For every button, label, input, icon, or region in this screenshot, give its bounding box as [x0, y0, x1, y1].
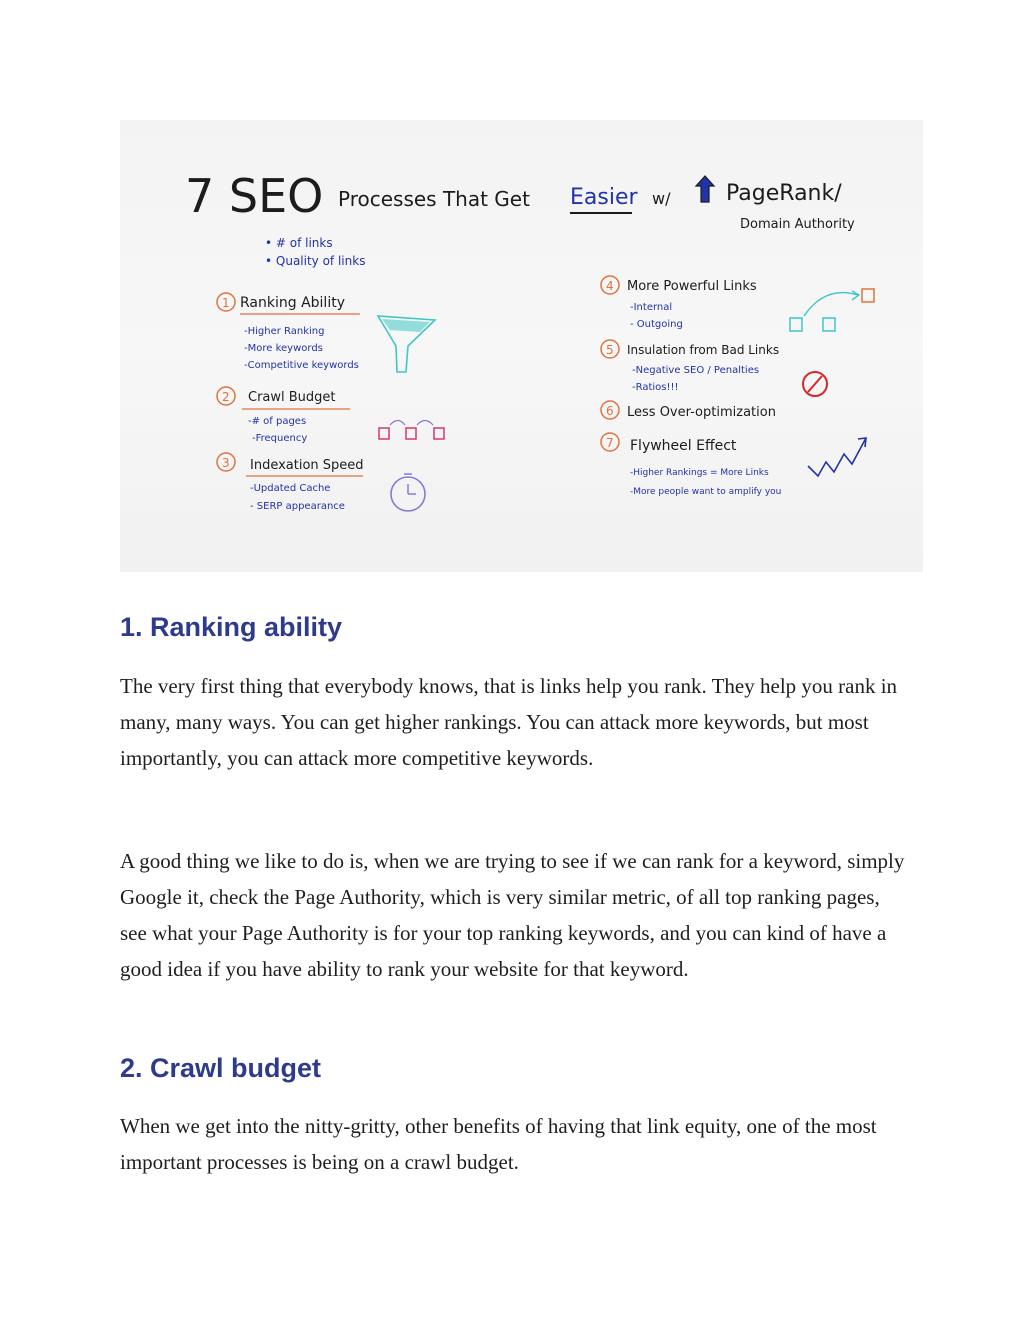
wb-title-rest: Processes That Get	[338, 187, 530, 211]
wb-title-domain: Domain Authority	[740, 217, 855, 232]
wb-item-4-sub-2: - Outgoing	[630, 319, 683, 330]
wb-title-easier: Easier	[570, 185, 638, 210]
wb-item-2-title: Crawl Budget	[248, 390, 336, 405]
wb-item-4-title: More Powerful Links	[627, 279, 757, 294]
wb-item-7	[601, 433, 781, 497]
up-arrow-icon	[696, 176, 714, 202]
wb-item-3	[217, 453, 364, 512]
wb-item-1-sub-2: -More keywords	[244, 343, 323, 354]
wb-item-5-sub-1: -Negative SEO / Penalties	[632, 365, 760, 376]
wb-item-5-title: Insulation from Bad Links	[627, 343, 780, 357]
wb-item-6	[601, 401, 776, 420]
wb-item-3-number: 3	[222, 456, 230, 470]
wb-item-1-sub-3: -Competitive keywords	[244, 360, 359, 371]
wb-item-5-number: 5	[606, 343, 614, 357]
wb-item-3-sub-2: - SERP appearance	[250, 501, 345, 512]
wb-title-with: w/	[652, 189, 671, 208]
paragraph-ranking-1: The very first thing that everybody knows, that is links help you rank. They help you rank in many, many ways. You can get higher rankings. You can attack more keywords, but most importantly, you can attack more competitive keywords.	[120, 674, 898, 770]
wb-bullet-1: • # of links	[265, 236, 333, 250]
link-flow-icon	[790, 289, 874, 331]
wb-item-1-title: Ranking Ability	[240, 295, 345, 311]
wb-item-1-sub-1: -Higher Ranking	[244, 326, 325, 337]
wb-item-2-number: 2	[222, 390, 230, 404]
wb-item-7-number: 7	[606, 436, 614, 450]
stopwatch-icon	[391, 474, 425, 511]
wb-item-7-title: Flywheel Effect	[630, 438, 737, 454]
wb-title-main: 7 SEO	[185, 169, 324, 223]
wb-bullet-2: • Quality of links	[265, 254, 366, 268]
wb-title-pagerank: PageRank/	[726, 181, 842, 206]
wb-item-3-title: Indexation Speed	[250, 458, 364, 473]
funnel-icon	[378, 316, 435, 372]
crawl-pages-icon	[379, 421, 444, 440]
wb-item-2-sub-2: -Frequency	[252, 433, 308, 444]
growth-zigzag-icon	[808, 438, 866, 476]
prohibited-icon	[803, 372, 827, 396]
wb-item-3-sub-1: -Updated Cache	[250, 483, 331, 494]
wb-item-4-number: 4	[606, 279, 614, 293]
wb-item-1-number: 1	[222, 296, 230, 310]
wb-item-4-sub-1: -Internal	[630, 302, 673, 313]
paragraph-crawl-1: When we get into the nitty-gritty, other benefits of having that link equity, one of the most important processes is being on a crawl budget.	[120, 1114, 877, 1174]
wb-item-1	[217, 293, 360, 371]
wb-item-4	[601, 276, 757, 330]
wb-item-5-sub-2: -Ratios!!!	[632, 382, 679, 393]
whiteboard-drawing	[120, 120, 923, 572]
whiteboard-image	[120, 120, 923, 572]
paragraph-ranking-2: A good thing we like to do is, when we are trying to see if we can rank for a keyword, simply Google it, check the Page Authority, which is very similar metric, of all top ranking pages, see what your Page Authority is for your top ranking keywords, and you can kind of have a good idea if you have ability to rank your website for that keyword.	[120, 849, 905, 981]
wb-item-7-sub-2: -More people want to amplify you	[630, 487, 782, 497]
wb-item-7-sub-1: -Higher Rankings = More Links	[630, 468, 769, 478]
section-heading-crawl-budget: 2. Crawl budget	[120, 1053, 322, 1083]
wb-item-2-sub-1: -# of pages	[248, 416, 307, 427]
section-heading-ranking-ability: 1. Ranking ability	[120, 612, 343, 642]
wb-item-2	[217, 387, 350, 444]
wb-item-6-number: 6	[606, 404, 614, 418]
wb-item-6-title: Less Over-optimization	[627, 405, 776, 420]
wb-item-5	[601, 340, 779, 393]
